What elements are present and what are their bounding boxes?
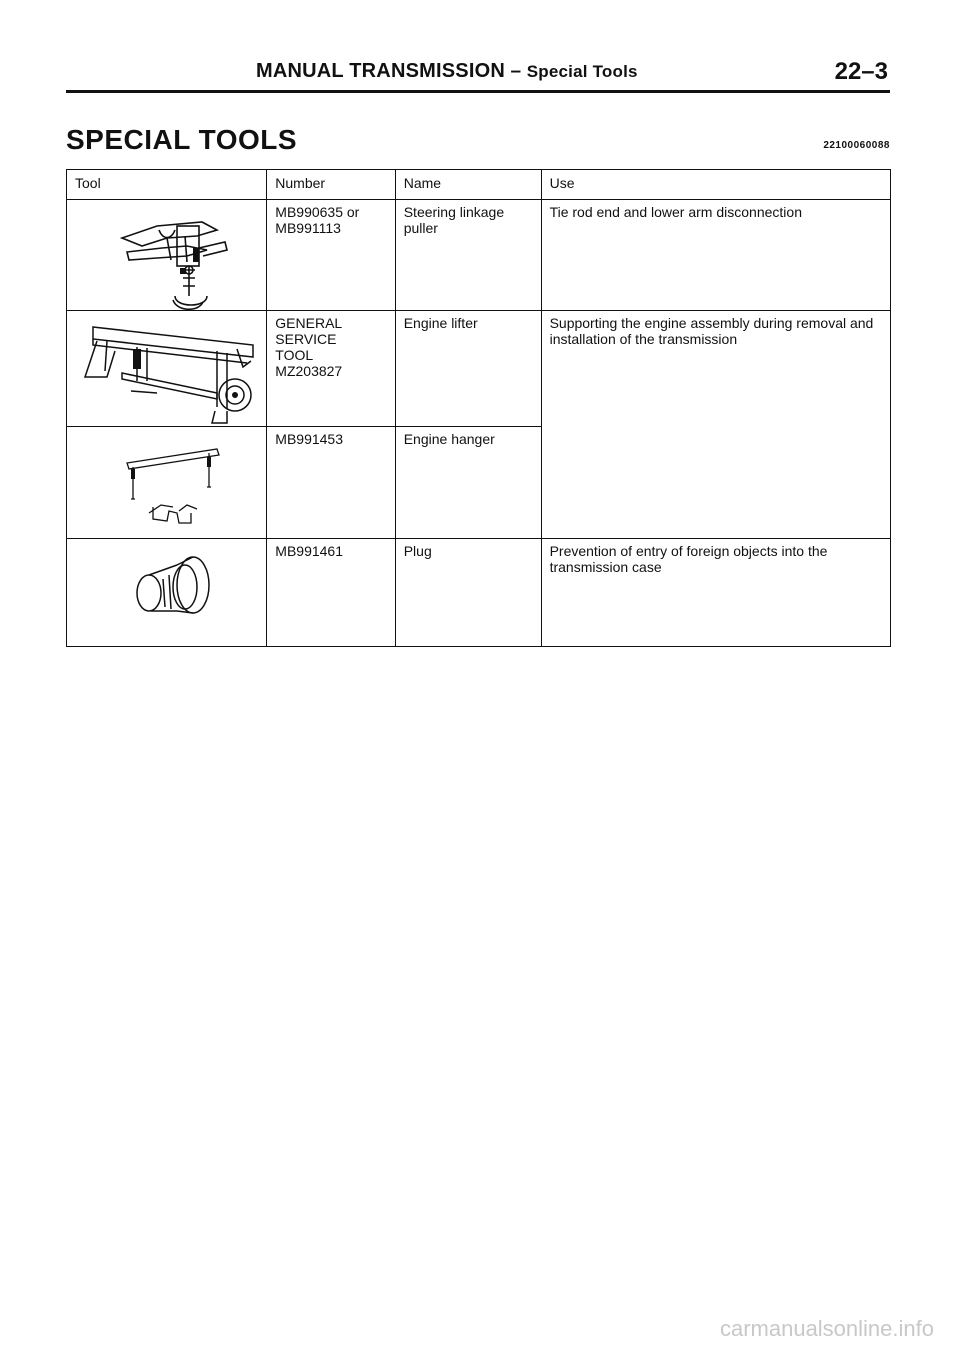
table-row [67, 311, 891, 427]
tool-name: Engine hanger [395, 427, 541, 539]
header-title [256, 60, 638, 83]
tool-name: Steering linkage puller [395, 200, 541, 311]
special-tools-table [66, 169, 891, 647]
tool-image-cell [67, 200, 267, 311]
engine-lifter-icon [67, 311, 267, 426]
table-header-row [67, 170, 891, 200]
header-use: Use [541, 170, 890, 200]
tool-use: Tie rod end and lower arm disconnection [541, 200, 890, 311]
tool-number: MB990635 or MB991113 [267, 200, 395, 311]
tool-number: GENERAL SERVICE TOOL MZ203827 [267, 311, 395, 427]
tool-image-cell [67, 311, 267, 427]
section-title: SPECIAL TOOLS [66, 124, 298, 155]
header-tool: Tool [67, 170, 267, 200]
page-header [66, 56, 890, 93]
engine-hanger-icon [67, 427, 267, 537]
header-subsection: Special Tools [526, 62, 638, 81]
watermark: carmanualsonline.info [719, 1316, 934, 1341]
header-number: Number [267, 170, 395, 200]
plug-icon [67, 539, 267, 644]
tool-name: Plug [395, 539, 541, 647]
tool-use: Supporting the engine assembly during removal and installation of the transmission [541, 311, 890, 539]
table-row [67, 539, 891, 647]
steering-linkage-puller-icon [67, 200, 267, 310]
header-name: Name [395, 170, 541, 200]
tool-number: MB991453 [267, 427, 395, 539]
tool-use: Prevention of entry of foreign objects into the transmission case [541, 539, 890, 647]
tool-number: MB991461 [267, 539, 395, 647]
page-number: 22–3 [834, 58, 888, 85]
table-row [67, 200, 891, 311]
document-code: 22100060088 [823, 140, 890, 151]
tool-image-cell [67, 427, 267, 539]
header-separator: – [510, 61, 522, 82]
tool-name: Engine lifter [395, 311, 541, 427]
tool-image-cell [67, 539, 267, 647]
header-section: MANUAL TRANSMISSION [256, 60, 505, 82]
